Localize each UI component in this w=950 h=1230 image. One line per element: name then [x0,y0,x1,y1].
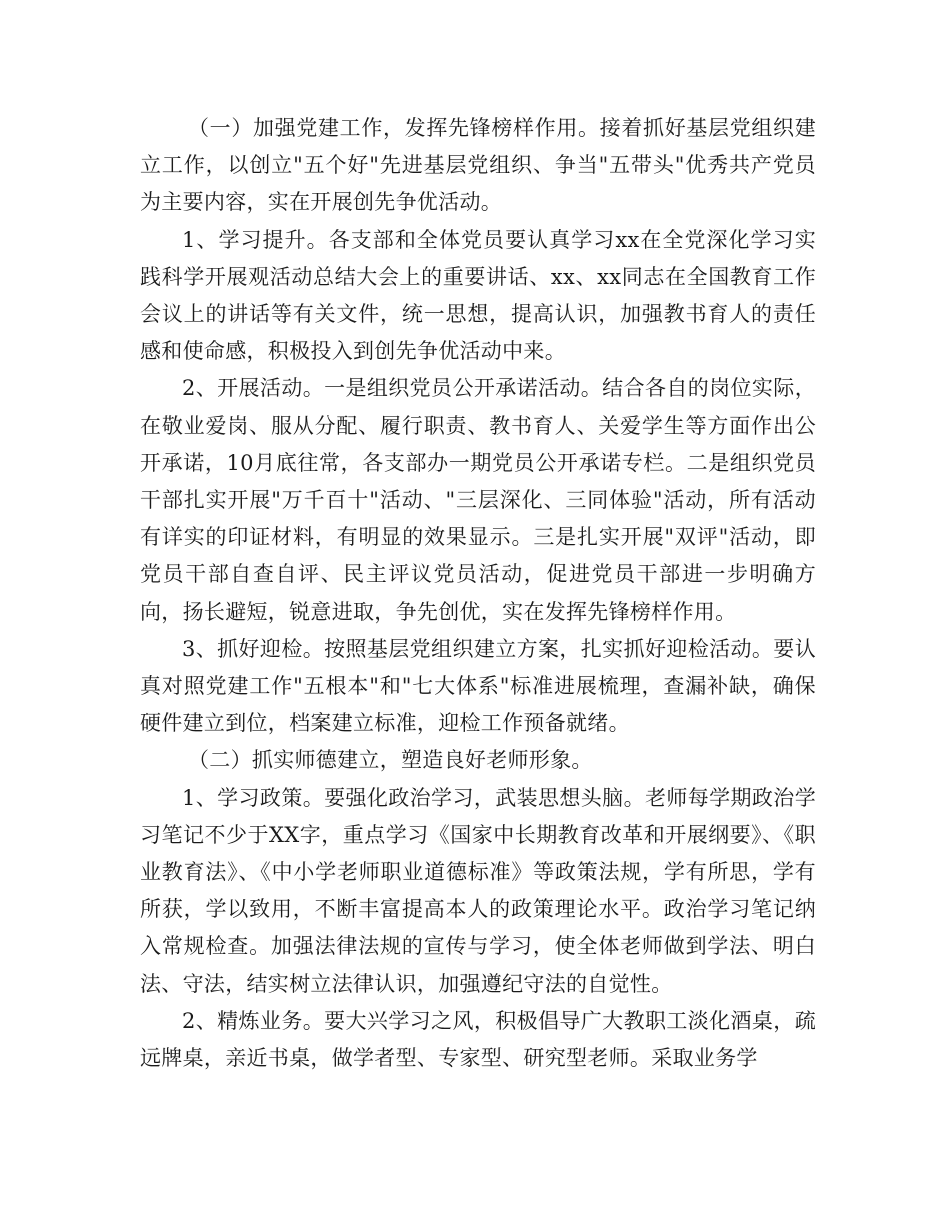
paragraph-study-improve: 1、学习提升。各支部和全体党员要认真学习xx在全党深化学习实践科学开展观活动总结大会上的重要讲话、xx、xx同志在全国教育工作会议上的讲话等有关文件，统一思想，提高认识，加强教书育人的责任感和使命感，积极投入到创先争优活动中来。 [140,227,816,364]
section-heading-1: （一）加强党建工作，发挥先锋榜样作用。接着抓好基层党组织建立工作，以创立"五个好"先进基层党组织、争当"五带头"优秀共产党员为主要内容，实在开展创先争优活动。 [140,116,816,215]
paragraph-carry-out-activities: 2、开展活动。一是组织党员公开承诺活动。结合各自的岗位实际，在敬业爱岗、服从分配、履行职责、教书育人、关爱学生等方面作出公开承诺，10月底往常，各支部办一期党员公开承诺专栏。二是组织党员干部扎实开展"万千百十"活动、"三层深化、三同体验"活动，所有活动有详实的印证材料，有明显的效果显示。三是扎实开展"双评"活动，即党员干部自查自评、民主评议党员活动，促进党员干部进一步明确方向，扬长避短，锐意进取，争先创优，实在发挥先锋榜样作用。 [140,376,816,624]
paragraph-refine-business: 2、精炼业务。要大兴学习之风，积极倡导广大教职工淡化酒桌，疏远牌桌，亲近书桌，做学者型、专家型、研究型老师。采取业务学 [140,1008,816,1071]
section-heading-2: （二）抓实师德建立，塑造良好老师形象。 [188,748,593,773]
paragraph-inspection: 3、抓好迎检。按照基层党组织建立方案，扎实抓好迎检活动。要认真对照党建工作"五根本"和"七大体系"标准进展梳理，查漏补缺，确保硬件建立到位，档案建立标准，迎检工作预备就绪。 [140,636,816,736]
document-body [140,110,816,1077]
paragraph-study-policy: 1、学习政策。要强化政治学习，武装思想头脑。老师每学期政治学习笔记不少于XX字，重点学习《国家中长期教育改革和开展纲要》、《职业教育法》、《中小学老师职业道德标准》等政策法规，学有所思，学有所获，学以致用，不断丰富提高本人的政策理论水平。政治学习笔记纳入常规检查。加强法律法规的宣传与学习，使全体老师做到学法、明白法、守法，结实树立法律认识，加强遵纪守法的自觉性。 [140,785,816,996]
